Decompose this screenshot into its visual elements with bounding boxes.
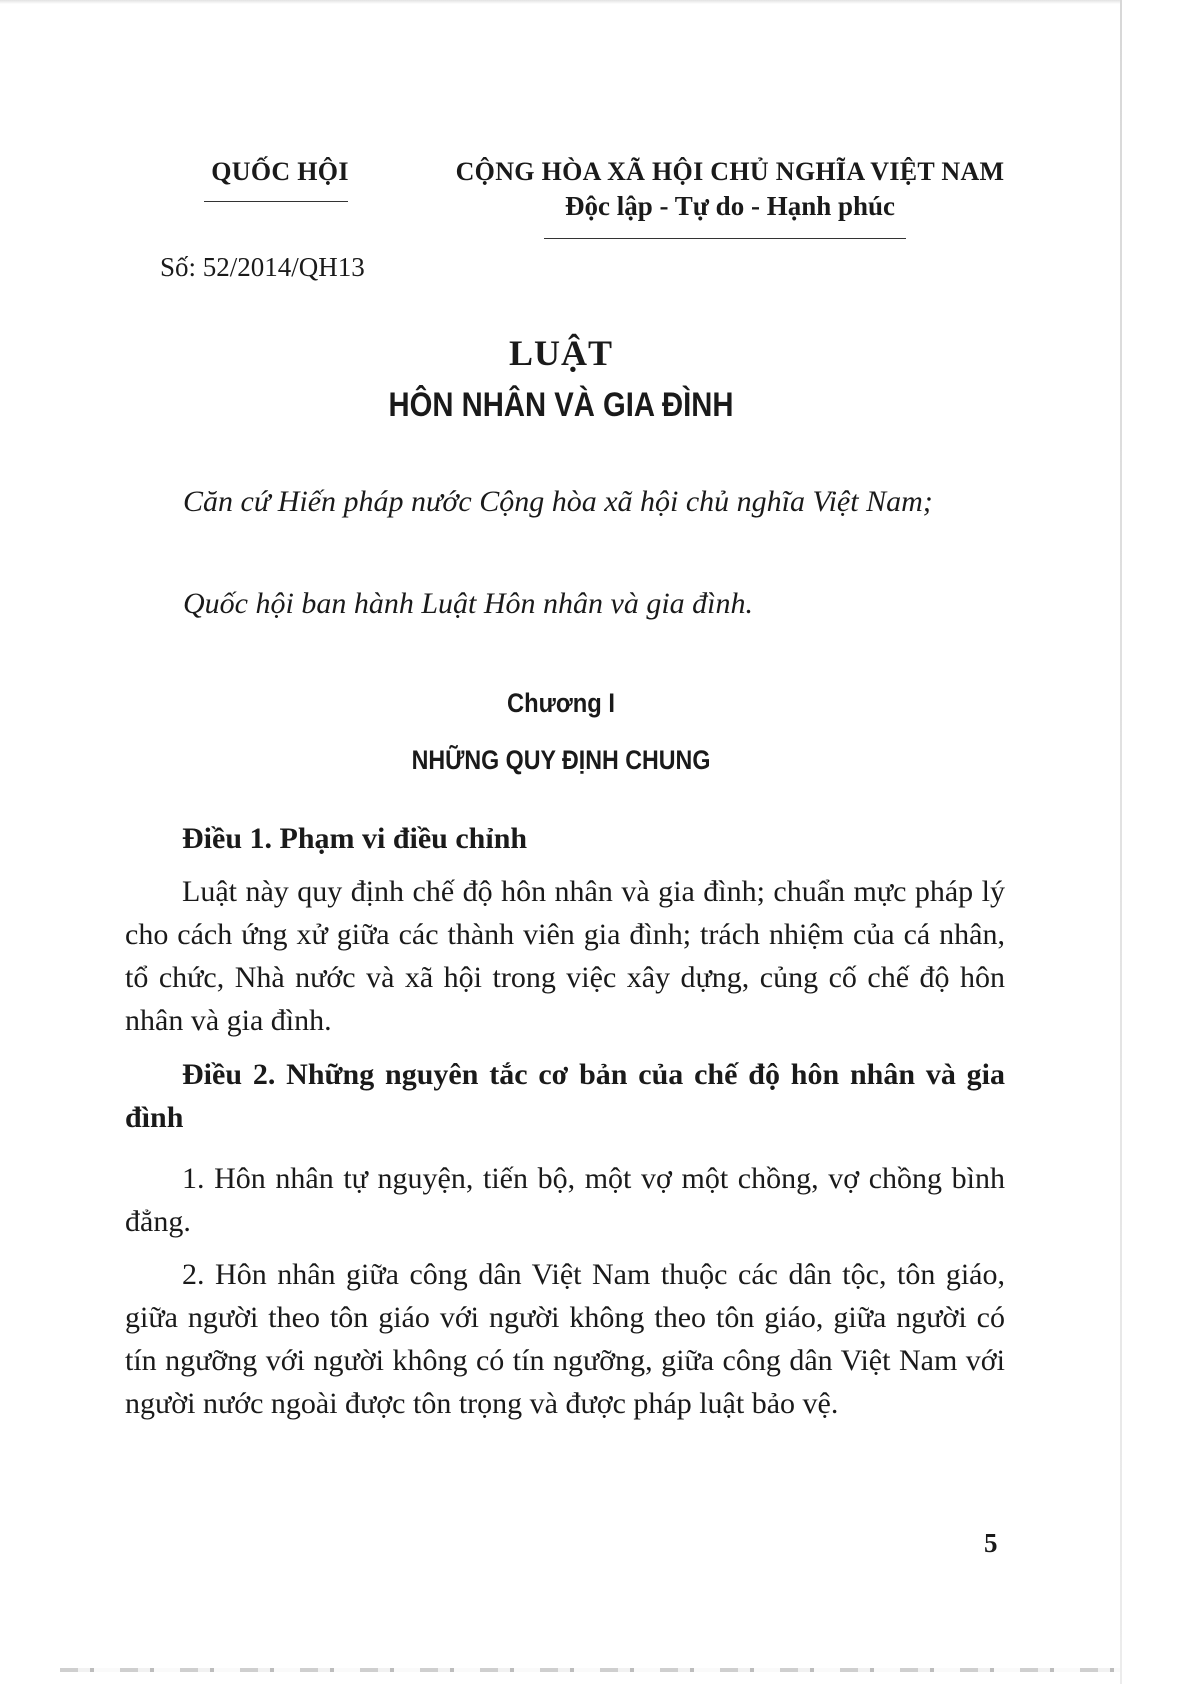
document-number: Số: 52/2014/QH13 bbox=[160, 252, 365, 282]
law-name: HÔN NHÂN VÀ GIA ĐÌNH bbox=[388, 386, 734, 424]
chapter-number: Chương I bbox=[506, 688, 615, 718]
article-2-clause-1: 1. Hôn nhân tự nguyện, tiến bộ, một vợ một chồng, vợ chồng bình đẳng. bbox=[125, 1162, 1005, 1238]
page-bottom-edge bbox=[60, 1668, 1120, 1672]
issuing-body-name: QUỐC HỘI bbox=[211, 157, 349, 186]
motto-underline bbox=[544, 238, 906, 239]
issuing-body bbox=[180, 155, 380, 189]
article-1-title: Điều 1. Phạm vi điều chỉnh bbox=[182, 822, 528, 855]
preamble-enactment: Quốc hội ban hành Luật Hôn nhân và gia đình. bbox=[183, 587, 753, 620]
article-1-paragraph: Luật này quy định chế độ hôn nhân và gia đình; chuẩn mực pháp lý cho cách ứng xử giữa các thành viên gia đình; trách nhiệm của cá nhân, tổ chức, Nhà nước và xã hội trong việc xây dựng, củng cố chế độ hôn nhân và gia đình. bbox=[125, 875, 1005, 1037]
issuing-body-underline bbox=[204, 201, 348, 202]
article-2-title: Điều 2. Những nguyên tắc cơ bản của chế độ hôn nhân và gia đình bbox=[125, 1058, 1005, 1134]
page-top-edge bbox=[0, 0, 1122, 4]
chapter-name: NHỮNG QUY ĐỊNH CHUNG bbox=[411, 745, 711, 775]
page-number: 5 bbox=[984, 1528, 998, 1558]
national-heading bbox=[430, 155, 1030, 223]
national-motto: Độc lập - Tự do - Hạnh phúc bbox=[564, 191, 896, 221]
country-name: CỘNG HÒA XÃ HỘI CHỦ NGHĨA VIỆT NAM bbox=[455, 157, 1005, 186]
preamble-basis: Căn cứ Hiến pháp nước Cộng hòa xã hội chủ nghĩa Việt Nam; bbox=[183, 485, 933, 518]
law-type: LUẬT bbox=[508, 333, 614, 373]
page-right-edge bbox=[1120, 0, 1122, 1684]
article-2-clause-2: 2. Hôn nhân giữa công dân Việt Nam thuộc các dân tộc, tôn giáo, giữa người theo tôn giáo với người không theo tôn giáo, giữa người có tín ngưỡng với người không có tín ngưỡng, giữa công dân Việt Nam với người nước ngoài được tôn trọng và được pháp luật bảo vệ. bbox=[125, 1258, 1005, 1420]
